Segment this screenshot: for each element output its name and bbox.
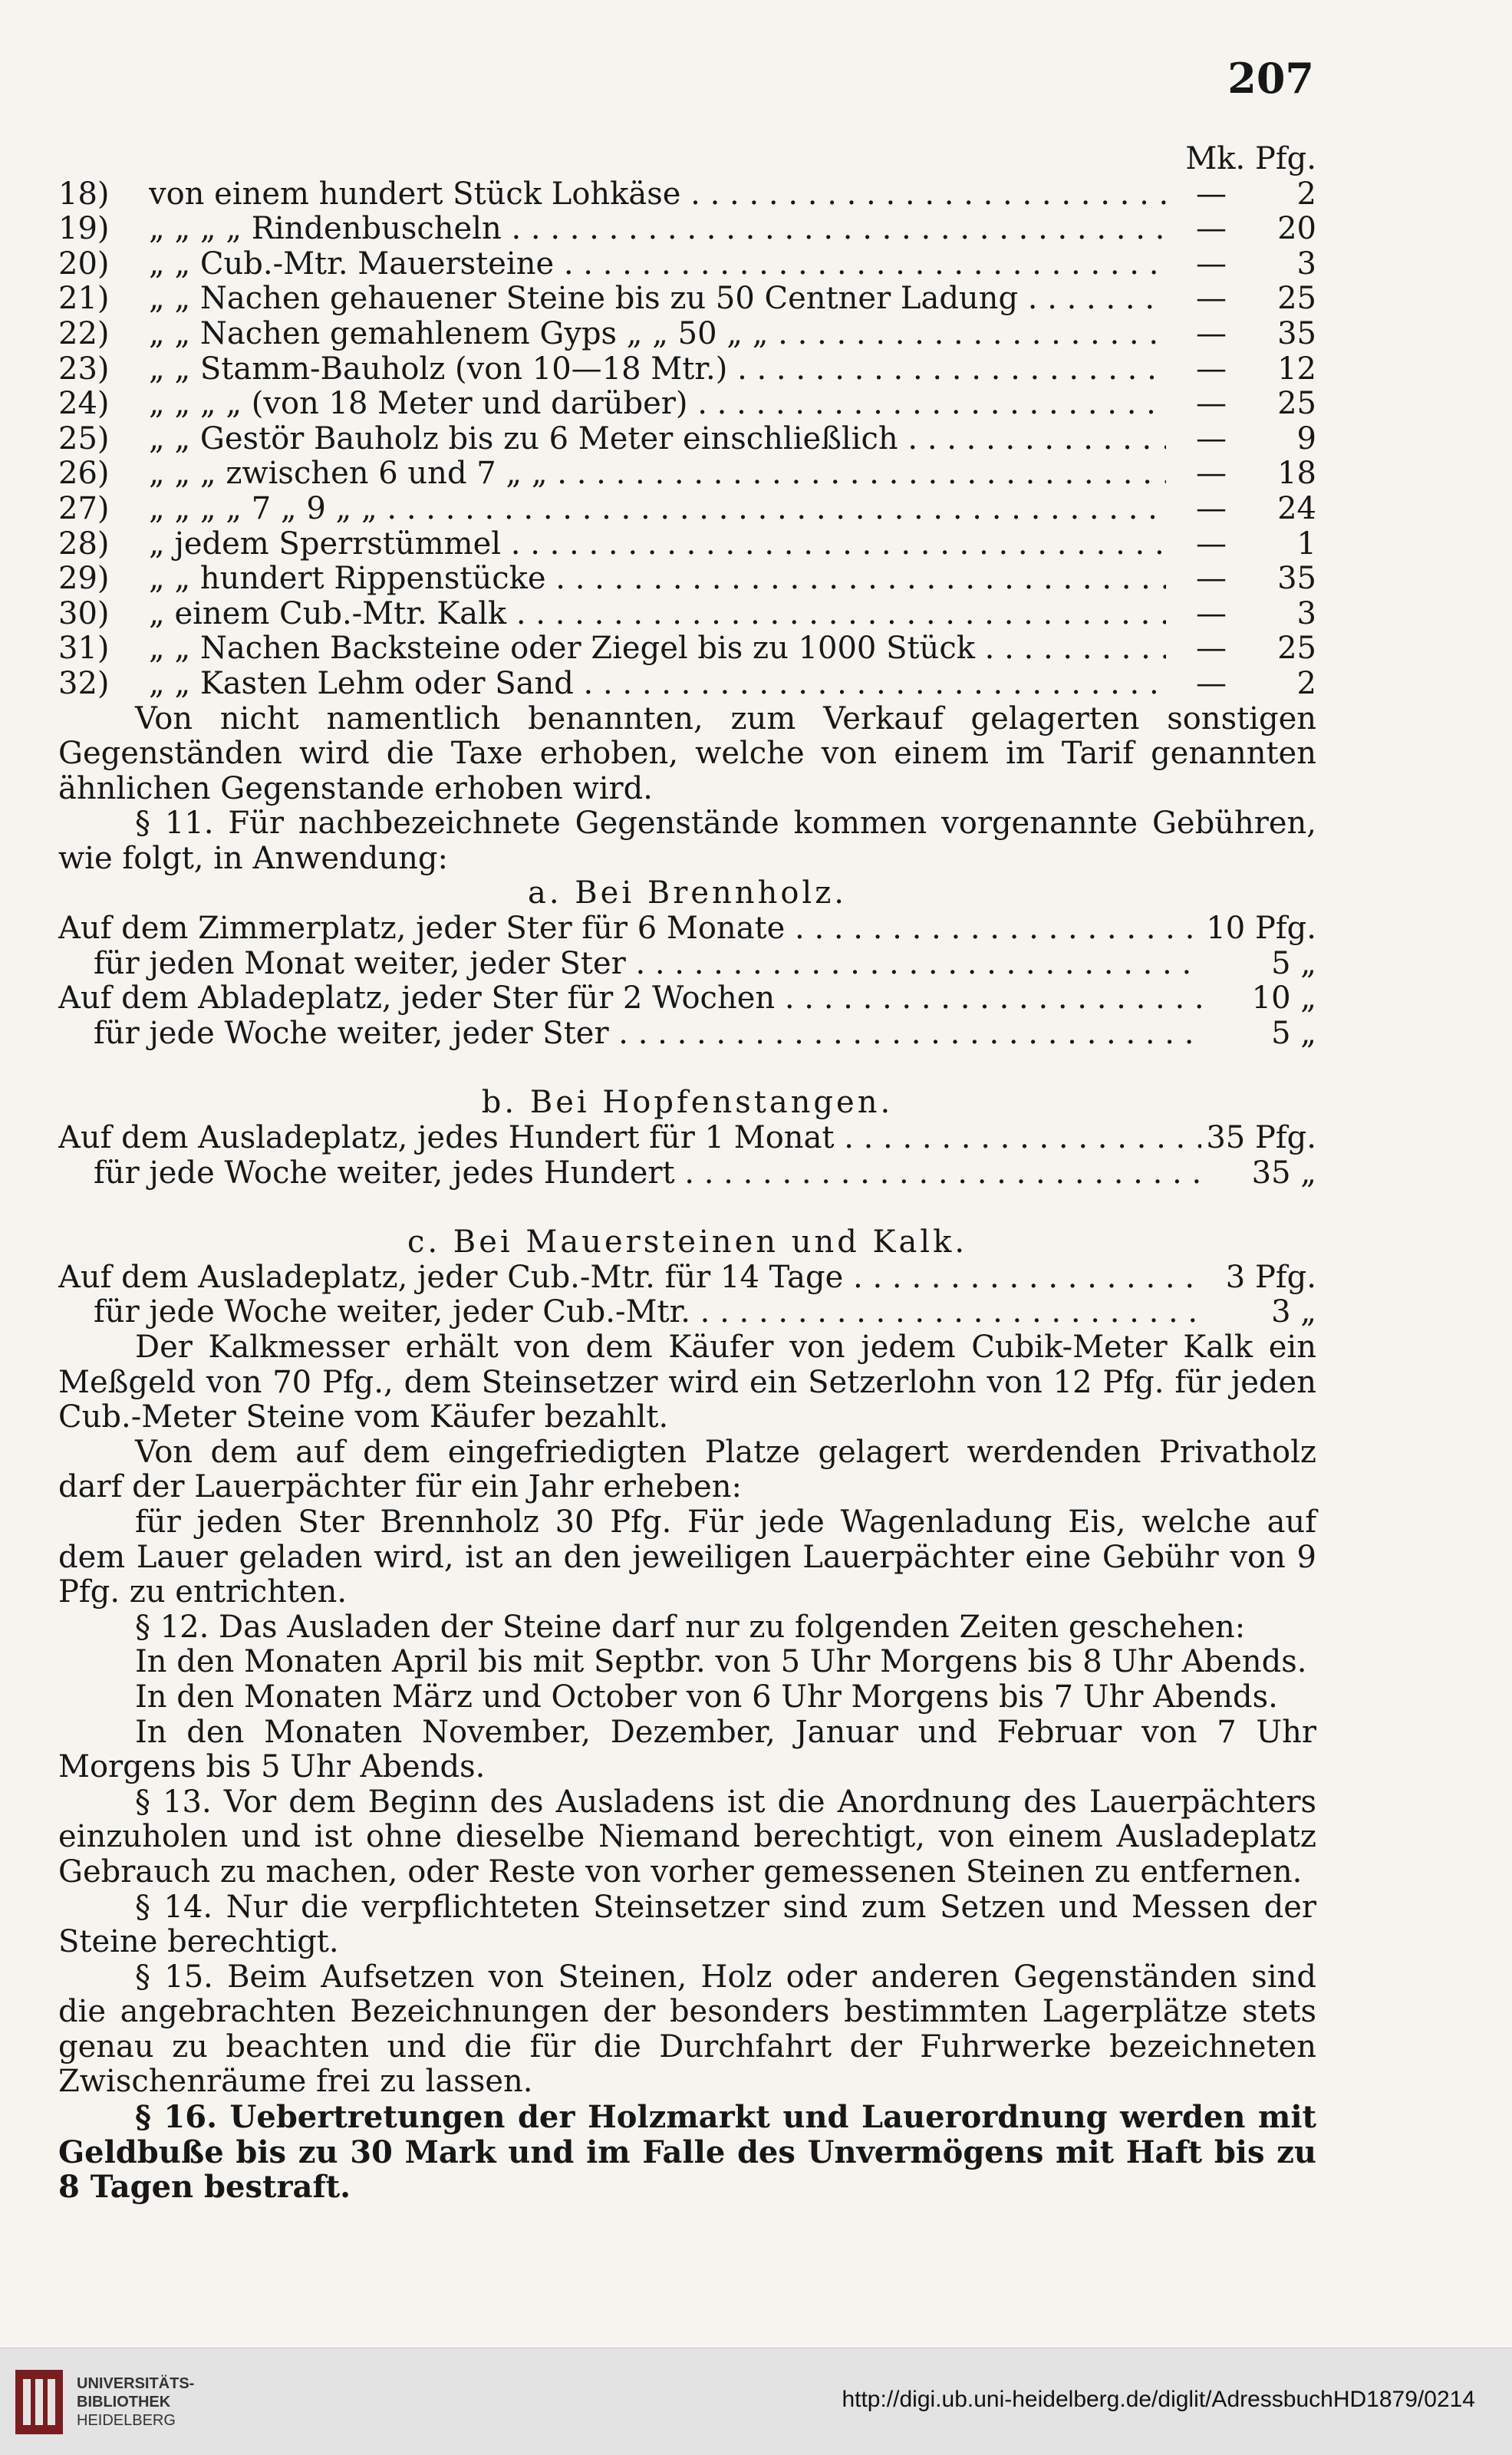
fee-row <box>58 911 1316 947</box>
tariff-row-text: „ „ Gestör Bauholz bis zu 6 Meter einschließlich . . . <box>149 422 1166 457</box>
section-b-list <box>58 1121 1316 1191</box>
fee-row <box>58 1121 1316 1156</box>
tariff-row-text: von einem hundert Stück Lohkäse . . . <box>149 177 1166 213</box>
tariff-row-text: „ „ hundert Rippenstücke . . . <box>149 562 1166 597</box>
tariff-row-number: 26) <box>58 456 110 492</box>
paragraph-11: § 11. Für nachbezeichnete Gegenstände kommen vorgenannte Gebühren, wie folgt, in Anwendung: <box>58 806 1316 876</box>
fee-row-value: 10 „ <box>1251 980 1316 1017</box>
tariff-row-number: 32) <box>58 665 110 701</box>
tariff-row <box>58 177 1316 213</box>
tariff-row-mark: — <box>1196 561 1227 597</box>
section-b-title: b. Bei Hopfenstangen. <box>481 1085 894 1121</box>
fee-row-value: 3 Pfg. <box>1225 1259 1316 1295</box>
fee-row-value: 5 „ <box>1271 1015 1316 1051</box>
tariff-row-mark: — <box>1196 281 1227 317</box>
tariff-row-mark: — <box>1196 631 1227 667</box>
tariff-row-text: „ „ „ zwischen 6 und 7 „ „ . . . <box>149 456 1166 492</box>
library-logo-text <box>77 2374 194 2430</box>
tariff-list <box>58 177 1316 702</box>
fee-row <box>58 1156 1316 1191</box>
fee-row-value: 35 Pfg. <box>1206 1120 1316 1156</box>
tariff-row-text: „ „ Nachen gemahlenem Gyps „ „ 50 „ „ . . . <box>149 317 1166 352</box>
paragraph-15: § 15. Beim Aufsetzen von Steinen, Holz oder anderen Gegenständen sind die angebrachten Bezeichnungen der besonders bestimmten Lagerplätze stets genau zu beachten und die für die Durchfahrt der Fuhrwerke bezeichneten Zwischenräume frei zu lassen. <box>58 1959 1316 2100</box>
tariff-row <box>58 492 1316 527</box>
tariff-row-mark: — <box>1196 386 1227 422</box>
permalink-url[interactable]: http://digi.ub.uni-heidelberg.de/diglit/AdressbuchHD1879/0214 <box>842 2387 1475 2412</box>
tariff-row <box>58 562 1316 597</box>
paragraph-12: § 12. Das Ausladen der Steine darf nur zu folgenden Zeiten geschehen: <box>135 1609 1246 1645</box>
tariff-row <box>58 527 1316 562</box>
tariff-row-mark: — <box>1196 246 1227 282</box>
fee-row-text: Auf dem Abladeplatz, jeder Ster für 2 Wochen . . . <box>58 981 1201 1017</box>
paragraph-kalkmesser: Der Kalkmesser erhält von dem Käufer von jedem Cubik-Meter Kalk ein Meßgeld von 70 Pfg., dem Steinsetzer wird ein Setzerlohn von 12 Pfg. für jeden Cub.-Meter Steine vom Käufer bezahlt. <box>58 1330 1316 1435</box>
tariff-row-mark: — <box>1196 315 1227 351</box>
tariff-row-number: 31) <box>58 631 110 667</box>
paragraph-12b: In den Monaten März und October von 6 Uhr Morgens bis 7 Uhr Abends. <box>135 1679 1278 1715</box>
tariff-row-text: „ „ „ „ (von 18 Meter und darüber) . . . <box>149 387 1166 422</box>
fee-row-value: 10 Pfg. <box>1206 911 1316 947</box>
tariff-row <box>58 597 1316 632</box>
fee-row <box>58 981 1316 1017</box>
tariff-row <box>58 456 1316 492</box>
tariff-row-text: „ „ Nachen Backsteine oder Ziegel bis zu 1000 Stück . . . <box>149 631 1166 667</box>
tariff-row-text: „ „ „ „ 7 „ 9 „ „ . . . <box>149 492 1166 527</box>
tariff-row-text: „ „ Nachen gehauener Steine bis zu 50 Centner Ladung . . . <box>149 282 1166 317</box>
tariff-row <box>58 317 1316 352</box>
tariff-row-number: 18) <box>58 176 110 212</box>
tariff-row-number: 19) <box>58 211 110 247</box>
fee-row <box>58 1260 1316 1296</box>
tariff-row-pfennig: 12 <box>1277 351 1316 387</box>
tariff-row <box>58 352 1316 387</box>
fee-row-text: für jede Woche weiter, jeder Cub.-Mtr. . . . <box>94 1295 1201 1330</box>
page-content <box>58 142 1316 2205</box>
university-library-logo-icon <box>15 2370 63 2434</box>
section-a-title: a. Bei Brennholz. <box>528 875 847 911</box>
tariff-row-pfennig: 25 <box>1277 281 1316 317</box>
fee-row <box>58 947 1316 982</box>
viewer-footer <box>0 2348 1512 2455</box>
tariff-row-pfennig: 1 <box>1296 526 1316 562</box>
tariff-row-pfennig: 35 <box>1277 315 1316 351</box>
fee-row-text: für jede Woche weiter, jeder Ster . . . <box>94 1017 1201 1052</box>
fee-row-value: 35 „ <box>1251 1155 1316 1191</box>
tariff-row-number: 20) <box>58 246 110 282</box>
tariff-row <box>58 282 1316 317</box>
tariff-row-text: „ „ Cub.-Mtr. Mauersteine . . . <box>149 247 1166 282</box>
tariff-row-mark: — <box>1196 420 1227 456</box>
fee-row-value: 5 „ <box>1271 945 1316 981</box>
tariff-row-text: „ einem Cub.-Mtr. Kalk . . . <box>149 597 1166 632</box>
section-c-list <box>58 1260 1316 1330</box>
tariff-row-number: 24) <box>58 386 110 422</box>
page-number: 207 <box>1227 54 1314 103</box>
section-a-list <box>58 911 1316 1051</box>
tariff-row-text: „ „ „ „ Rindenbuscheln . . . <box>149 212 1166 247</box>
tariff-row <box>58 667 1316 702</box>
tariff-row <box>58 422 1316 457</box>
tariff-row-pfennig: 24 <box>1277 490 1316 526</box>
tariff-row-pfennig: 3 <box>1296 246 1316 282</box>
tariff-row-mark: — <box>1196 176 1227 212</box>
fee-row-text: Auf dem Ausladeplatz, jeder Cub.-Mtr. für 14 Tage . . . <box>58 1260 1201 1296</box>
tariff-row <box>58 631 1316 667</box>
logo-line-3: HEIDELBERG <box>77 2412 176 2429</box>
tariff-row-pfennig: 2 <box>1296 176 1316 212</box>
tariff-row-pfennig: 20 <box>1277 211 1316 247</box>
tariff-row-number: 27) <box>58 490 110 526</box>
tariff-row-pfennig: 3 <box>1296 595 1316 631</box>
tariff-row-pfennig: 9 <box>1296 420 1316 456</box>
tariff-row-pfennig: 2 <box>1296 665 1316 701</box>
tariff-row-mark: — <box>1196 526 1227 562</box>
fee-row-text: Auf dem Zimmerplatz, jeder Ster für 6 Monate . . . <box>58 911 1201 947</box>
tariff-row-number: 21) <box>58 281 110 317</box>
tariff-row-number: 30) <box>58 595 110 631</box>
logo-line-2: BIBLIOTHEK <box>77 2394 171 2411</box>
fee-row-text: Auf dem Ausladeplatz, jedes Hundert für 1 Monat . . . <box>58 1121 1201 1156</box>
paragraph-16: § 16. Uebertretungen der Holzmarkt und Lauerordnung werden mit Geldbuße bis zu 30 Mark und im Falle des Unvermögens mit Haft bis zu 8 Tagen bestraft. <box>58 2099 1316 2206</box>
tariff-row-number: 23) <box>58 351 110 387</box>
fee-row-text: für jeden Monat weiter, jeder Ster . . . <box>94 947 1201 982</box>
paragraph-privatholz: Von dem auf dem eingefriedigten Platze gelagert werdenden Privatholz darf der Lauerpächter für ein Jahr erheben: <box>58 1434 1316 1505</box>
tariff-row-number: 25) <box>58 420 110 456</box>
fee-row-value: 3 „ <box>1271 1294 1316 1330</box>
tariff-row <box>58 247 1316 282</box>
tariff-row-mark: — <box>1196 211 1227 247</box>
tariff-row-pfennig: 35 <box>1277 561 1316 597</box>
paragraph-14: § 14. Nur die verpflichteten Steinsetzer sind zum Setzen und Messen der Steine berechtigt. <box>58 1889 1316 1960</box>
tariff-row-mark: — <box>1196 595 1227 631</box>
tariff-row-number: 28) <box>58 526 110 562</box>
logo-line-1: UNIVERSITÄTS- <box>77 2375 195 2392</box>
tariff-row-number: 22) <box>58 315 110 351</box>
tariff-row <box>58 387 1316 422</box>
tariff-row-text: „ „ Kasten Lehm oder Sand . . . <box>149 667 1166 702</box>
tariff-row-number: 29) <box>58 561 110 597</box>
fee-row-text: für jede Woche weiter, jedes Hundert . . . <box>94 1156 1201 1191</box>
tariff-row <box>58 212 1316 247</box>
paragraph-unnamed-goods: Von nicht namentlich benannten, zum Verkauf gelagerten sonstigen Gegenständen wird die Taxe erhoben, welche von einem im Tarif genannten ähnlichen Gegenstande erhoben wird. <box>58 700 1316 806</box>
paragraph-ster: für jeden Ster Brennholz 30 Pfg. Für jede Wagenladung Eis, welche auf dem Lauer geladen wird, ist an den jeweiligen Lauerpächter eine Gebühr von 9 Pfg. zu entrichten. <box>58 1504 1316 1610</box>
tariff-row-mark: — <box>1196 351 1227 387</box>
paragraph-12c: In den Monaten November, Dezember, Januar und Februar von 7 Uhr Morgens bis 5 Uhr Abends. <box>58 1714 1316 1785</box>
paragraph-12a: In den Monaten April bis mit Septbr. von 5 Uhr Morgens bis 8 Uhr Abends. <box>135 1644 1307 1680</box>
tariff-row-mark: — <box>1196 665 1227 701</box>
tariff-row-mark: — <box>1196 456 1227 492</box>
tariff-row-pfennig: 25 <box>1277 631 1316 667</box>
tariff-row-text: „ „ Stamm-Bauholz (von 10—18 Mtr.) . . . <box>149 352 1166 387</box>
paragraph-13: § 13. Vor dem Beginn des Ausladens ist die Anordnung des Lauerpächters einzuholen und ist ohne dieselbe Niemand berechtigt, von einem Ausladeplatz Gebrauch zu machen, oder Reste von vorher gemessenen Steinen zu entfernen. <box>58 1784 1316 1890</box>
tariff-row-pfennig: 25 <box>1277 386 1316 422</box>
fee-row <box>58 1295 1316 1330</box>
section-c-title: c. Bei Mauersteinen und Kalk. <box>407 1224 968 1260</box>
tariff-row-pfennig: 18 <box>1277 456 1316 492</box>
fee-row <box>58 1017 1316 1052</box>
tariff-row-mark: — <box>1196 490 1227 526</box>
column-header: Mk. Pfg. <box>1185 141 1316 176</box>
tariff-row-text: „ jedem Sperrstümmel . . . <box>149 527 1166 562</box>
